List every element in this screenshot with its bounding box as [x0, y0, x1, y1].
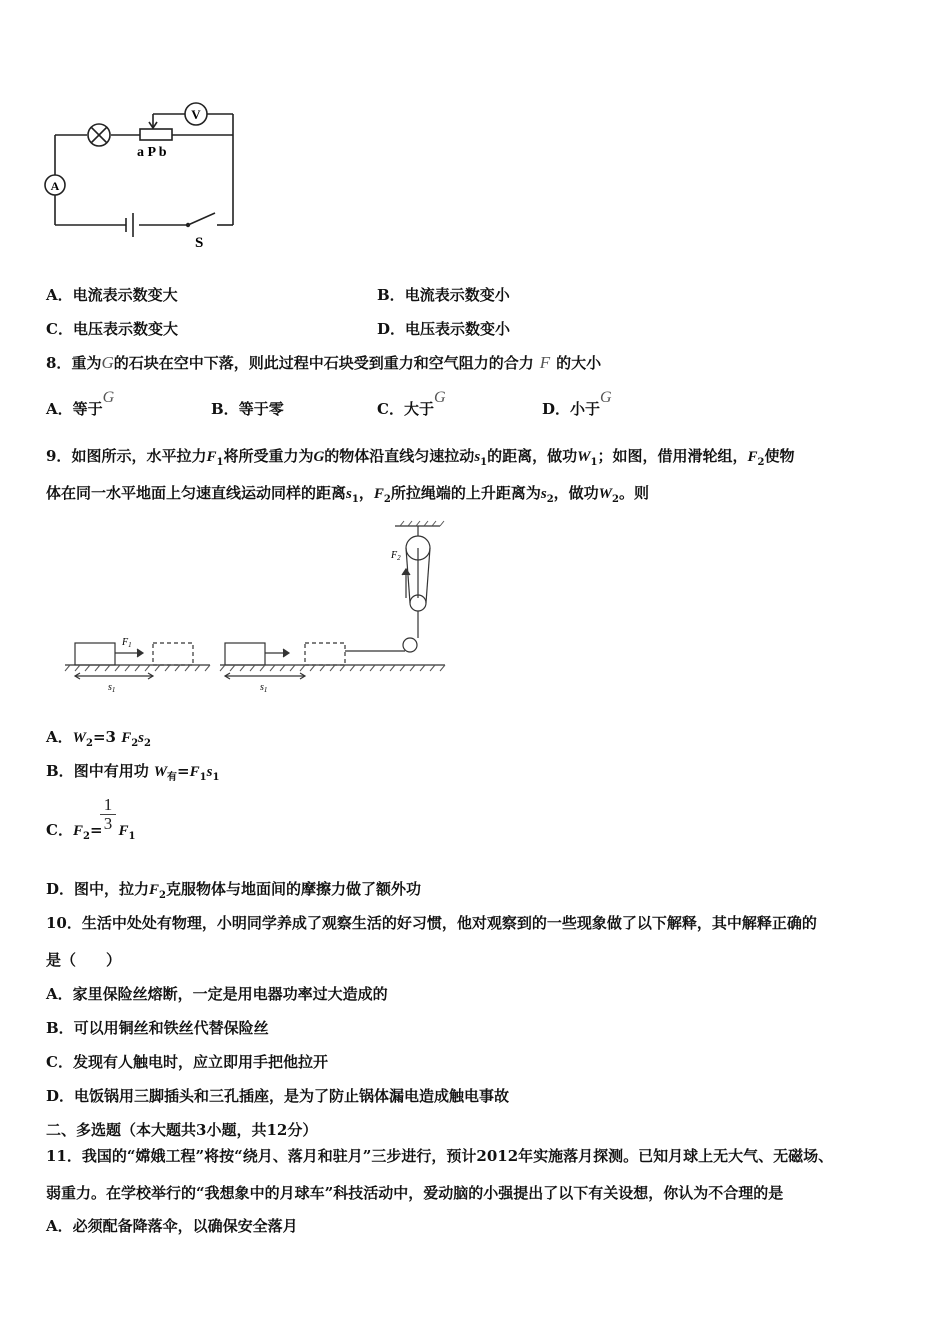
q10-option-b[interactable]: B．可以用铜丝和铁丝代替保险丝 [46, 1019, 269, 1037]
q10-option-c[interactable]: C．发现有人触电时，应立即用手把他拉开 [46, 1053, 328, 1071]
voltmeter-label: V [191, 107, 201, 122]
ammeter-label: A [50, 179, 60, 193]
q9-option-d[interactable]: D．图中，拉力$F_2$克服物体与地面间的摩擦力做了额外功 [46, 880, 422, 901]
q10-option-a[interactable]: A．家里保险丝熔断，一定是用电器功率过大造成的 [46, 985, 388, 1003]
q11-option-a[interactable]: A．必须配备降落伞，以确保安全落月 [46, 1217, 298, 1235]
pulley-diagram [60, 518, 450, 698]
q11-stem-line2: 弱重力。在学校举行的“我想象中的月球车”科技活动中，爱动脑的小强提出了以下有关设想，你认为不合理的是 [46, 1184, 784, 1202]
q9-stem-line2: 体在同一水平地面上匀速直线运动同样的距离$s_1$，$F_2$所拉绳端的上升距离为$s_2$，做功$W_2$。则 [46, 484, 649, 505]
fig-s1-label-right: $s_1$ [260, 682, 268, 694]
circuit-diagram [40, 95, 250, 255]
q9-option-a[interactable]: A．$W_2=3$ $F_2s_2$ [46, 728, 151, 749]
q9-option-c[interactable]: C．$F_2= F_1$ [46, 821, 136, 842]
section-heading: 二、多选题（本大题共3小题，共12分） [46, 1121, 318, 1139]
switch-label: S [195, 235, 204, 251]
q7-option-c[interactable]: C．电压表示数变大 [46, 320, 178, 338]
q10-stem-line1: 10．生活中处处有物理，小明同学养成了观察生活的好习惯，他对观察到的一些现象做了以下解释，其中解释正确的 [46, 914, 817, 932]
q8-option-c[interactable]: C．大于G [377, 389, 446, 418]
q8-stem: 8．重为G的石块在空中下落，则此过程中石块受到重力和空气阻力的合力 F 的大小 [46, 353, 602, 372]
fig-f2-label: $F_2$ [391, 550, 401, 562]
q9-option-b[interactable]: B．图中有用功 $W_有=F_1s_1$ [46, 762, 220, 783]
q9-stem-line1: 9．如图所示，水平拉力$F_1$将所受重力为G的物体沿直线匀速拉动$s_1$的距离，做功$W_1$；如图，借用滑轮组，$F_2$使物 [46, 447, 795, 468]
q10-option-d[interactable]: D．电饭锅用三脚插头和三孔插座，是为了防止锅体漏电造成触电事故 [46, 1087, 510, 1105]
fig-s1-label-left: $s_1$ [108, 682, 116, 694]
q8-option-b[interactable]: B．等于零 [211, 400, 284, 418]
q7-option-a[interactable]: A．电流表示数变大 [46, 286, 178, 304]
q9-option-c-fraction: $\frac{1}{3}$ [100, 796, 116, 833]
q8-option-d[interactable]: D．小于G [542, 389, 612, 418]
q11-stem-line1: 11．我国的“嫦娥工程”将按“绕月、落月和驻月”三步进行，预计2012年实施落月探测。已知月球上无大气、无磁场、 [46, 1147, 834, 1165]
q7-option-b[interactable]: B．电流表示数变小 [377, 286, 510, 304]
q8-option-a[interactable]: A．等于G [46, 389, 115, 418]
rheostat-labels: a P b [137, 145, 167, 160]
fig-f1-label: $F_1$ [122, 637, 132, 649]
q7-option-d[interactable]: D．电压表示数变小 [377, 320, 511, 338]
q10-stem-line2: 是（ ） [46, 951, 122, 969]
